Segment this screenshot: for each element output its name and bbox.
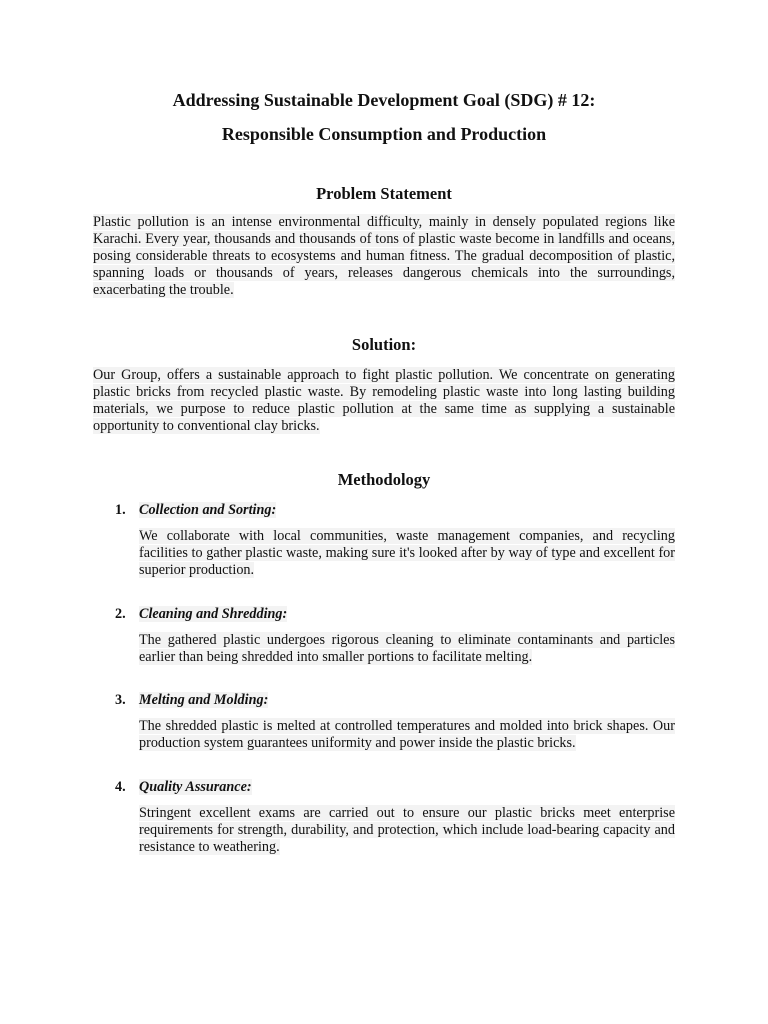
methodology-item-4-body	[139, 805, 675, 856]
problem-statement-text: Plastic pollution is an intense environmental difficulty, mainly in densely populated regions like Karachi. Every year, thousands and thousands of tons of plastic waste become in landfills and oceans, posing considerable threats to ecosystems and human fitness. The gradual decomposition of plastic, spanning loads or thousands of years, releases dangerous chemicals into the surroundings, exacerbating the trouble.	[93, 214, 675, 298]
list-item-title: Cleaning and Shredding:	[139, 606, 288, 622]
list-item-title: Collection and Sorting:	[139, 502, 277, 518]
methodology-item-3-title	[115, 691, 675, 709]
list-number: 2.	[115, 606, 126, 622]
list-number: 1.	[115, 502, 126, 518]
list-number: 3.	[115, 692, 126, 708]
list-number: 4.	[115, 779, 126, 795]
methodology-item-2-body	[139, 632, 675, 666]
methodology-item-4-title	[115, 778, 675, 796]
solution-heading: Solution:	[351, 335, 417, 354]
document-title-line-1: Addressing Sustainable Development Goal (SDG) # 12:	[172, 90, 596, 110]
list-item-text: We collaborate with local communities, waste management companies, and recycling facilities to gather plastic waste, making sure it's looked after by way of type and excellent for superior production.	[139, 528, 675, 578]
list-item-title: Quality Assurance:	[139, 779, 252, 795]
problem-statement-paragraph	[93, 214, 675, 299]
list-item-text: The gathered plastic undergoes rigorous cleaning to eliminate contaminants and particles earlier than being shredded into smaller portions to facilitate melting.	[139, 632, 675, 665]
methodology-item-1-title	[115, 501, 675, 519]
methodology-item-1-body	[139, 528, 675, 579]
methodology-item-3-body	[139, 718, 675, 752]
methodology-item-2-title	[115, 605, 675, 623]
solution-text: Our Group, offers a sustainable approach to fight plastic pollution. We concentrate on generating plastic bricks from recycled plastic waste. By remodeling plastic waste into long lasting building materials, we purpose to reduce plastic pollution at the same time as supplying a sustainable opportunity to conventional clay bricks.	[93, 367, 675, 434]
list-item-text: The shredded plastic is melted at controlled temperatures and molded into brick shapes. Our production system guarantees uniformity and power inside the plastic bricks.	[139, 718, 675, 751]
methodology-heading: Methodology	[337, 470, 431, 489]
list-item-title: Melting and Molding:	[139, 692, 269, 708]
problem-statement-heading: Problem Statement	[316, 184, 452, 203]
solution-paragraph	[93, 367, 675, 435]
list-item-text: Stringent excellent exams are carried out to ensure our plastic bricks meet enterprise requirements for strength, durability, and protection, which include load-bearing capacity and resistance to weathering.	[139, 805, 675, 855]
document-title-line-2: Responsible Consumption and Production	[221, 124, 547, 144]
